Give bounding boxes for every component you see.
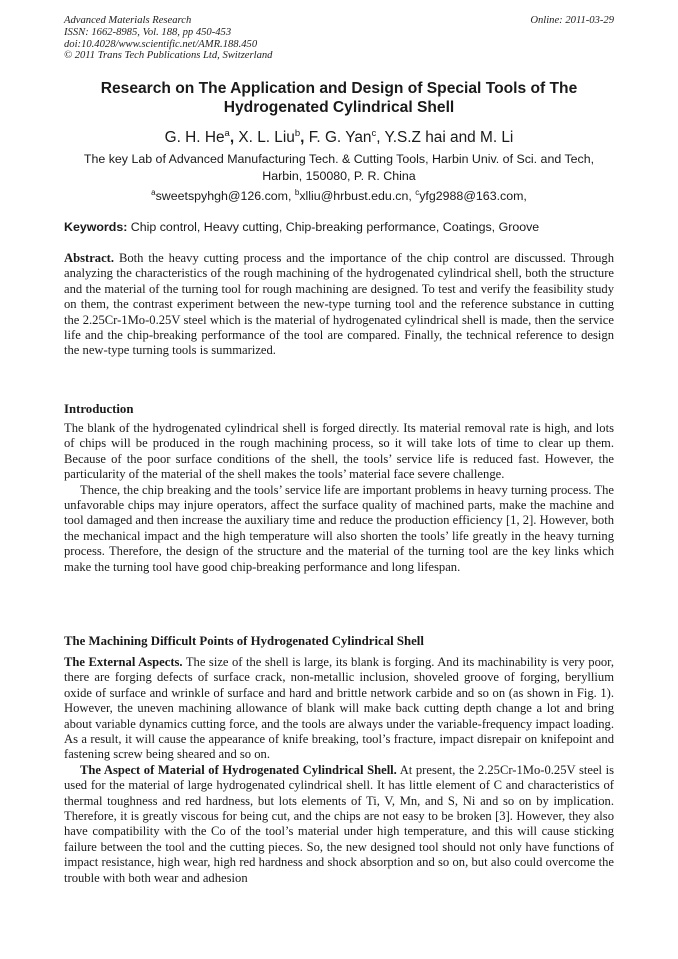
section-2-paragraph-1 [64,655,614,763]
author-1: G. H. He [164,129,225,147]
introduction-paragraph-1: The blank of the hydrogenated cylindrical shell is forged directly. Its material removal rate is high, and lots of chips will be produced in the rough machining process, so it will take lots of time to clear up them. Because of the poor surface conditions of the shell, the tools’ service life is reduced fast. However, the particularity of the material of the shell makes the tools’ material face severe challenge. [64,421,614,482]
journal-header [64,15,272,62]
paper-title [60,80,618,117]
email-a-sup: a [151,188,156,197]
title-line-1: Research on The Application and Design of Special Tools of The [100,80,578,97]
author-list [40,124,638,148]
author-rest: , Y.S.Z hai and M. Li [376,129,514,147]
title-line-2: Hydrogenated Cylindrical Shell [223,98,455,116]
issn-line: ISSN: 1662-8985, Vol. 188, pp 450-453 [64,26,232,38]
keywords-label: Keywords: [64,220,128,234]
introduction-body [64,421,614,575]
author-2: X. L. Liu [238,129,295,147]
doi-line: doi:10.4028/www.scientific.net/AMR.188.450 [64,38,258,50]
online-date: Online: 2011-03-29 [530,15,614,26]
email-b: xlliu@hrbust.edu.cn, [299,189,416,204]
journal-name: Advanced Materials Research [64,15,192,26]
abstract-label: Abstract. [64,251,115,265]
introduction-paragraph-2: Thence, the chip breaking and the tools’ service life are important problems in heavy turning process. The unfavorable chips may injure operators, affect the surface quality of machined parts, make the machine and tool damaged and then increase the auxiliary time and reduce the production efficiency [1, 2]. However, both the mechanical impact and the high temperature will also shorten the tools’ life greatly in the heavy turning process. Therefore, the design of the structure and the material of the turning tool are the key links which make the turning tool have good chip-breaking performance and long lifespan. [64,482,614,574]
abstract [64,251,614,359]
author-2-sup: b [294,128,301,139]
copyright-line: © 2011 Trans Tech Publications Ltd, Switzerland [64,50,273,62]
external-aspects-text: The size of the shell is large, its blank is forging. And its machinability is very poor, there are forging defects of surface crack, non-metallic inclusion, shoveled groove of forging, beryllium oxide of surface and wrinkle of surface and hard and brittle network carbide and so on (as shown in Fig. 1). However, the uneven machining allowance of blank will make back cutting depth change a lot and bring about variable dynamics cutting force, and the tools are always under the variable-frequency impact loading. As a result, it will cause the appearance of knife breaking, tool’s fracture, impact disrepair on knifepoint and fastening screw being sheared and so on. [64,655,615,762]
email-b-sup: b [294,188,300,197]
affiliation: The key Lab of Advanced Manufacturing Tech. & Cutting Tools, Harbin Univ. of Sci. and Tech, Harbin, 150080, P. R. China [83,152,595,183]
material-aspect-lead: The Aspect of Material of Hydrogenated Cylindrical Shell. [80,762,397,777]
keywords-text: Chip control, Heavy cutting, Chip-breaking performance, Coatings, Groove [127,220,540,234]
email-c: yfg2988@163.com, [419,189,527,204]
author-3-sup: c [371,128,377,139]
email-list [40,185,638,204]
introduction-heading: Introduction [64,402,134,416]
author-sep-1: , [229,129,239,147]
external-aspects-lead: The External Aspects. [64,655,183,669]
author-3: F. G. Yan [308,129,372,147]
email-a: sweetspyhgh@126.com, [155,189,295,204]
keywords [64,219,614,235]
author-1-sup: a [224,128,230,139]
section-2-heading: The Machining Difficult Points of Hydrogenated Cylindrical Shell [64,634,424,648]
abstract-text: Both the heavy cutting process and the importance of the chip control are discussed. Through analyzing the characteristics of the rough machining of the hydrogenated cylindrical shell, both the structure and the material of the turning tool for rough machining are designed. To test and verify the feasibility study on them, the contrast experiment between the new-type turning tool and the reference substance in cutting the 2.25Cr-1Mo-0.25V steel which is the material of hydrogenated cylindrical shell is made, then the service life and the chip-breaking performance of the tool are compared. Finally, the technical reference to design the new-type turning tools is summarized. [64,251,614,358]
material-aspect-text: At present, the 2.25Cr-1Mo-0.25V steel is used for the material of large hydrogenated cylindrical shell. It has little element of C and characteristics of thermal toughness and red hardness, but lots elements of Ti, V, Mn, and S, Ni and so on by implication. Therefore, it is greatly viscous for being cut, and the chips are not easy to be broken [3]. However, they also have compatibility with the Co of the tool’s material under high temperature, and this will cause sticking failure between the tool and the cutting pieces. So, the new designed tool should not only have functions of impact resistance, high wear, high red hardness and shock absorption and so on, but also could overcome the trouble with both wear and adhesion [64,762,615,885]
email-c-sup: c [415,188,420,197]
author-sep-2: , [300,129,309,147]
section-2-body [64,655,614,886]
section-2-paragraph-2 [64,763,614,886]
